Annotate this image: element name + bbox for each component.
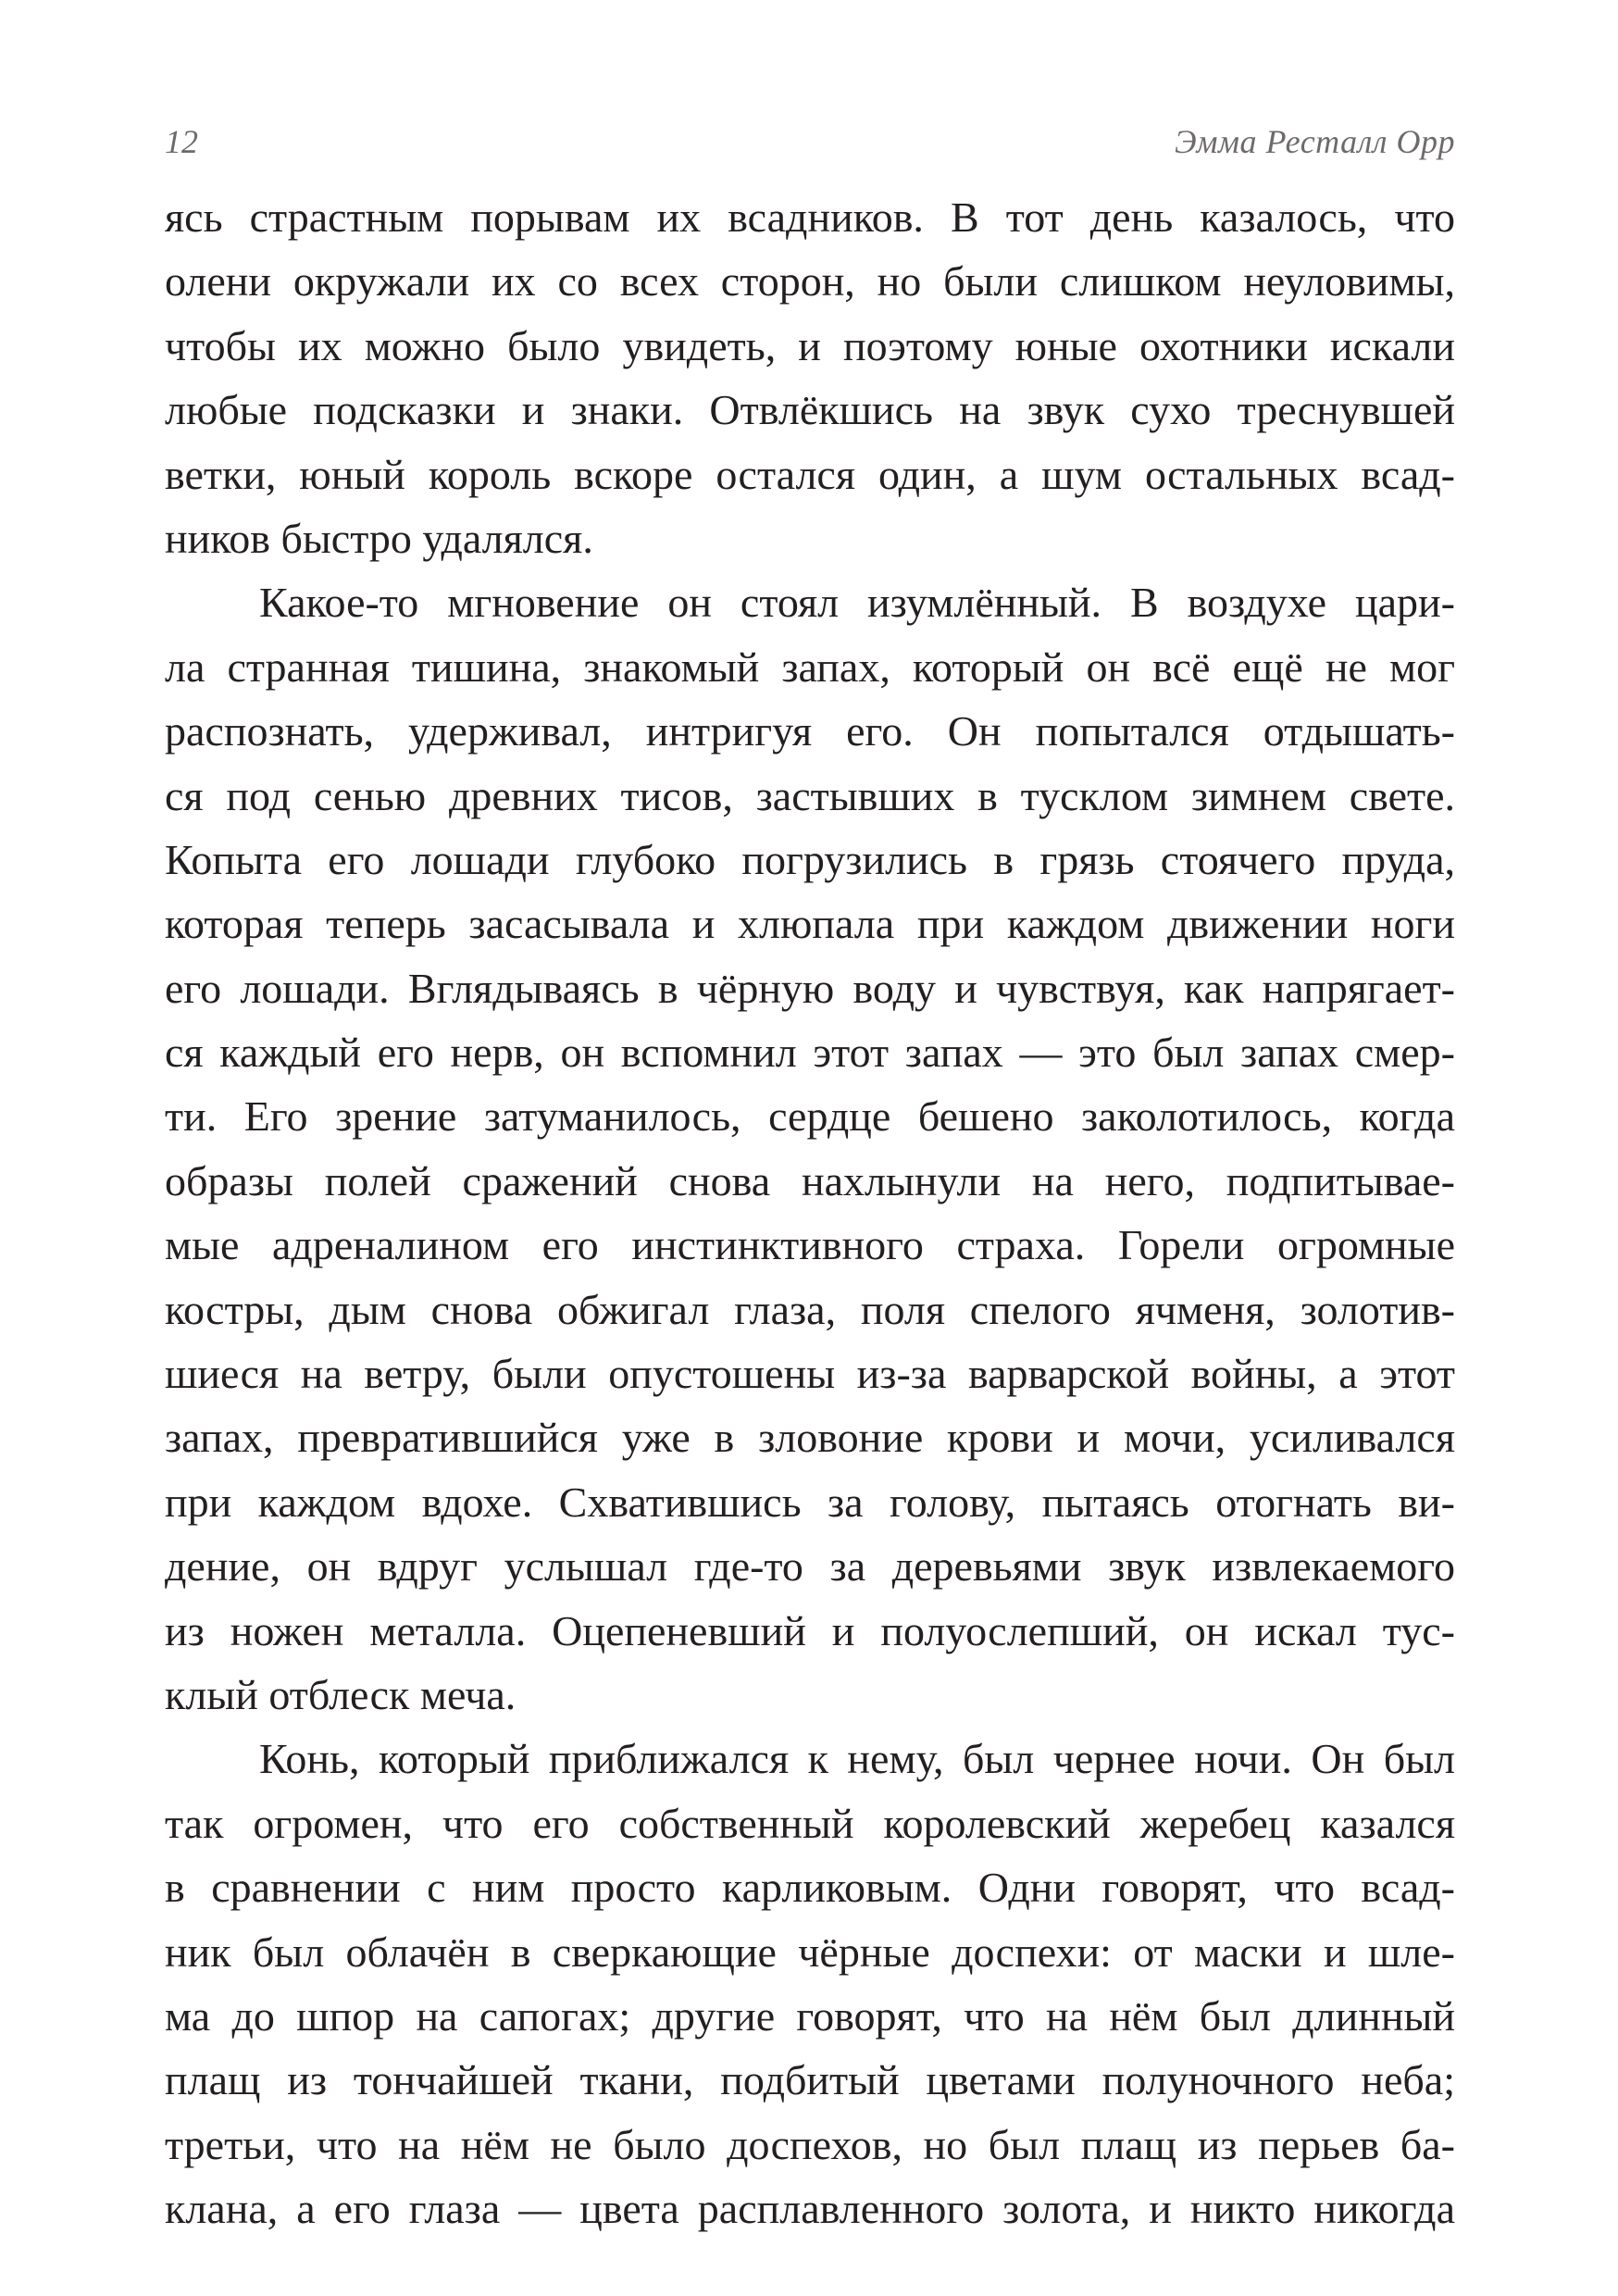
text-line: из ножен металла. Оцепеневший и полуослепший, он искал тус- <box>165 1606 1455 1654</box>
text-line: ти. Его зрение затуманилось, сердце бешено заколотилось, когда <box>165 1092 1455 1141</box>
text-line: костры, дым снова обжигал глаза, поля спелого ячменя, золотив- <box>165 1285 1455 1333</box>
text-line: ся под сенью древних тисов, застывших в тусклом зимнем свете. <box>165 771 1455 819</box>
text-line: ветки, юный король вскоре остался один, а шум остальных всад- <box>165 450 1455 498</box>
text-line: ясь страстным порывам их всадников. В тот день казалось, что <box>165 193 1455 241</box>
text-line: так огромен, что его собственный королевский жеребец казался <box>165 1799 1455 1847</box>
text-line: любые подсказки и знаки. Отвлёкшись на звук сухо треснувшей <box>165 386 1455 434</box>
text-line: клый отблеск меча. <box>165 1670 517 1718</box>
text-line: шиеся на ветру, были опустошены из-за варварской войны, а этот <box>165 1350 1455 1398</box>
text-line: третьи, что на нём не было доспехов, но был плащ из перьев ба- <box>165 2120 1455 2168</box>
text-line: чтобы их можно было увидеть, и поэтому юные охотники искали <box>165 321 1455 369</box>
text-line: клана, а его глаза — цвета расплавленного золота, и никто никогда <box>165 2185 1455 2233</box>
text-line: ник был облачён в сверкающие чёрные доспехи: от маски и шле- <box>165 1928 1455 1976</box>
text-line: Конь, который приближался к нему, был чернее ночи. Он был <box>259 1735 1455 1783</box>
text-line: ма до шпор на сапогах; другие говорят, что на нём был длинный <box>165 1991 1455 2040</box>
text-line: ла странная тишина, знакомый запах, который он всё ещё не мог <box>165 643 1455 691</box>
text-line: которая теперь засасывала и хлюпала при каждом движении ноги <box>165 900 1455 948</box>
text-line: олени окружали их со всех сторон, но были слишком неуловимы, <box>165 257 1455 306</box>
running-head <box>165 119 1455 165</box>
text-line: в сравнении с ним просто карликовым. Одни говорят, что всад- <box>165 1864 1455 1912</box>
page-number: 12 <box>165 123 198 160</box>
text-line: ников быстро удалялся. <box>165 514 593 562</box>
text-line: распознать, удерживал, интригуя его. Он попытался отдышать- <box>165 707 1455 755</box>
text-line: ся каждый его нерв, он вспомнил этот запах — это был запах смер- <box>165 1029 1455 1077</box>
text-line: его лошади. Вглядываясь в чёрную воду и чувствуя, как напрягает- <box>165 964 1455 1012</box>
text-line: дение, он вдруг услышал где-то за деревьями звук извлекаемого <box>165 1542 1455 1591</box>
text-line: образы полей сражений снова нахлынули на него, подпитывае- <box>165 1156 1455 1204</box>
text-line: при каждом вдохе. Схватившись за голову, пытаясь отогнать ви- <box>165 1478 1455 1526</box>
text-line: запах, превратившийся уже в зловоние крови и мочи, усиливался <box>165 1414 1455 1462</box>
running-head-author: Эмма Ресталл Орр <box>1174 123 1455 160</box>
body-text <box>165 185 1455 2241</box>
text-line: плащ из тончайшей ткани, подбитый цветами полуночного неба; <box>165 2056 1455 2104</box>
text-line: Копыта его лошади глубоко погрузились в грязь стоячего пруда, <box>165 835 1455 883</box>
text-line: Какое-то мгновение он стоял изумлённый. В воздухе цари- <box>259 579 1455 627</box>
text-line: мые адреналином его инстинктивного страха. Горели огромные <box>165 1221 1455 1269</box>
